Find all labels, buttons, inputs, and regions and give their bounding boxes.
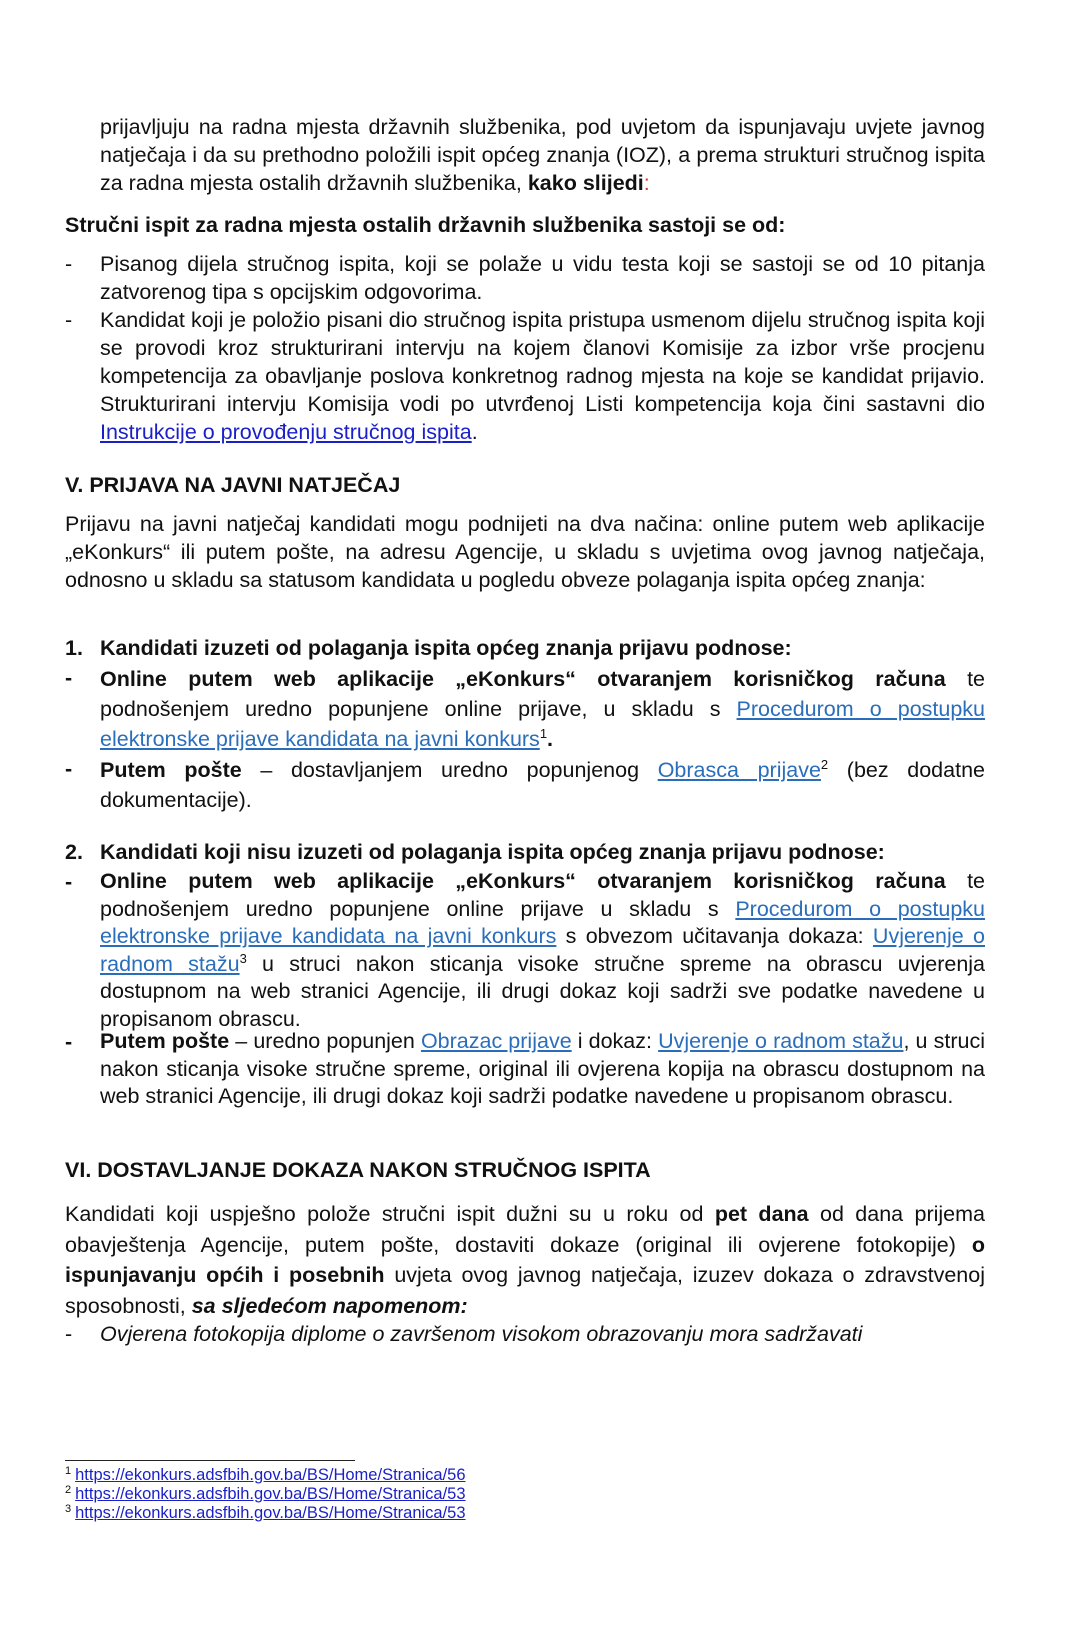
procedura-link[interactable]: Procedurom o postupku elektronske prijave kandidata na javni konkurs [100, 896, 985, 948]
list-dash: - [65, 1322, 73, 1346]
procedura-link[interactable]: Procedurom o postupku elektronske prijave kandidata na javni konkurs [100, 697, 985, 751]
footnote-ref[interactable]: 1 [539, 726, 548, 741]
instrukcije-link[interactable]: Instrukcije o provođenju stručnog ispita [100, 420, 472, 444]
section-vi-heading: VI. DOSTAVLJANJE DOKAZA NAKON STRUČNOG ISPITA [65, 1158, 651, 1182]
list-dash: - [65, 666, 73, 690]
section-vi-paragraph: Kandidati koji uspješno polože stručni ispit dužni su u roku od pet dana od dana prijema obavještenja Agencije, putem pošte, dostaviti dokaze (original ili ovjerene fotokopije) o ispunjavanju općih i posebnih uvjeta ovog javnog natječaja, izuzev dokaza o zdravstvenoj sposobnosti, sa sljedećom napomenom: [65, 1202, 985, 1318]
uvjerenje-link[interactable]: Uvjerenje o radnom stažu [100, 924, 985, 976]
section-v-intro: Prijavu na javni natječaj kandidati mogu podnijeti na dva načina: online putem web aplikacije „eKonkurs“ ili putem pošte, na adresu Agencije, u skladu s uvjetima ovog javnog natječaja, odnosno u skladu sa statusom kandidata u pogledu obveze polaganja ispita općeg znanja: [65, 512, 985, 592]
group-1-title: Kandidati izuzeti od polaganja ispita općeg znanja prijavu podnose: [100, 636, 792, 660]
list-item: Pisanog dijela stručnog ispita, koji se polaže u vidu testa koji se sastoji se od 10 pitanja zatvorenog tipa s opcijskim odgovorima. [100, 252, 985, 304]
footnote-1-link[interactable]: https://ekonkurs.adsfbih.gov.ba/BS/Home/Stranica/56 [75, 1466, 466, 1484]
obrazac-prijave-link[interactable]: Obrazac prijave [420, 1029, 572, 1053]
group-1-post: Putem pošte – dostavljanjem uredno popunjenog Obrasca prijave$^2$ (bez dodatne dokumentacije). [100, 757, 985, 812]
kako-slijedi: kako slijedi [527, 171, 644, 195]
group-number: 1. [65, 636, 83, 660]
uvjerenje-link[interactable]: Uvjerenje o radnom stažu [658, 1029, 904, 1053]
footnote-2: $^2$ https://ekonkurs.adsfbih.gov.ba/BS/Home/Stranica/53 [65, 1484, 466, 1503]
group-2-online: Online putem web aplikacije „eKonkurs“ otvaranjem korisničkog računa te podnošenjem uredno popunjene online prijave u skladu s Procedurom o postupku elektronske prijave kandidata na javni konkurs s obvezom učitavanja dokaza: Uvjerenje o radnom stažu$^3$ u struci nakon sticanja visoke stručne spreme na obrascu uvjerenja dostupnom na web stranici Agencije, ili drugi dokaz koji sadrži sve podatke navedene u propisanom obrascu. [100, 869, 986, 1031]
footnote-1: $^1$ https://ekonkurs.adsfbih.gov.ba/BS/Home/Stranica/56 [65, 1465, 466, 1484]
group-number: 2. [65, 840, 83, 864]
list-dash: - [65, 757, 73, 781]
group-1-online: Online putem web aplikacije „eKonkurs“ otvaranjem korisničkog računa te podnošenjem uredno popunjene online prijave, u skladu s Procedurom o postupku elektronske prijave kandidata na javni konkurs$^1$. [100, 667, 986, 751]
list-dash: - [65, 1030, 73, 1054]
footnote-3-link[interactable]: https://ekonkurs.adsfbih.gov.ba/BS/Home/Stranica/53 [75, 1504, 466, 1522]
list-dash: - [65, 308, 73, 332]
list-dash: - [65, 252, 73, 276]
list-dash: - [65, 870, 73, 894]
obrasca-prijave-link[interactable]: Obrasca prijave [657, 758, 821, 782]
group-2-title: Kandidati koji nisu izuzeti od polaganja ispita općeg znanja prijavu podnose: [100, 840, 885, 864]
section-v-heading: V. PRIJAVA NA JAVNI NATJEČAJ [65, 473, 401, 497]
section-vi-note: Ovjerena fotokopija diplome o završenom visokom obrazovanju mora sadržavati [100, 1322, 863, 1346]
exam-structure-heading: Stručni ispit za radna mjesta ostalih državnih službenika sastoji se od: [65, 213, 786, 237]
footnote-separator [65, 1460, 355, 1461]
list-item: Kandidat koji je položio pisani dio stručnog ispita pristupa usmenom dijelu stručnog ispita koji se provodi kroz strukturirani intervju na kojem članovi Komisije za izbor vrše procjenu kompetencija za obavljanje poslova konkretnog radnog mjesta na koje se kandidat prijavio. Strukturirani intervju Komisija vodi po utvrđenoj Listi kompetencija koja čini sastavni dio Instrukcije o provođenju stručnog ispita. [100, 308, 985, 444]
footnote-3: $^3$ https://ekonkurs.adsfbih.gov.ba/BS/Home/Stranica/53 [65, 1503, 466, 1522]
footnote-ref[interactable]: 3 [239, 950, 247, 966]
group-2-post: Putem pošte – uredno popunjen Obrazac prijave i dokaz: Uvjerenje o radnom stažu, u struci nakon sticanja visoke stručne spreme, original ili ovjerena kopija na obrascu dostupnom na web stranici Agencije, ili drugi dokaz koji sadrži podatke navedene u propisanom obrascu. [100, 1029, 985, 1108]
footnote-ref[interactable]: 2 [820, 757, 829, 772]
intro-paragraph: prijavljuju na radna mjesta državnih službenika, pod uvjetom da ispunjavaju uvjete javnog natječaja i da su prethodno položili ispit općeg znanja (IOZ), a prema strukturi stručnog ispita za radna mjesta ostalih državnih službenika, kako slijedi: [100, 115, 985, 195]
footnote-2-link[interactable]: https://ekonkurs.adsfbih.gov.ba/BS/Home/Stranica/53 [75, 1485, 466, 1503]
